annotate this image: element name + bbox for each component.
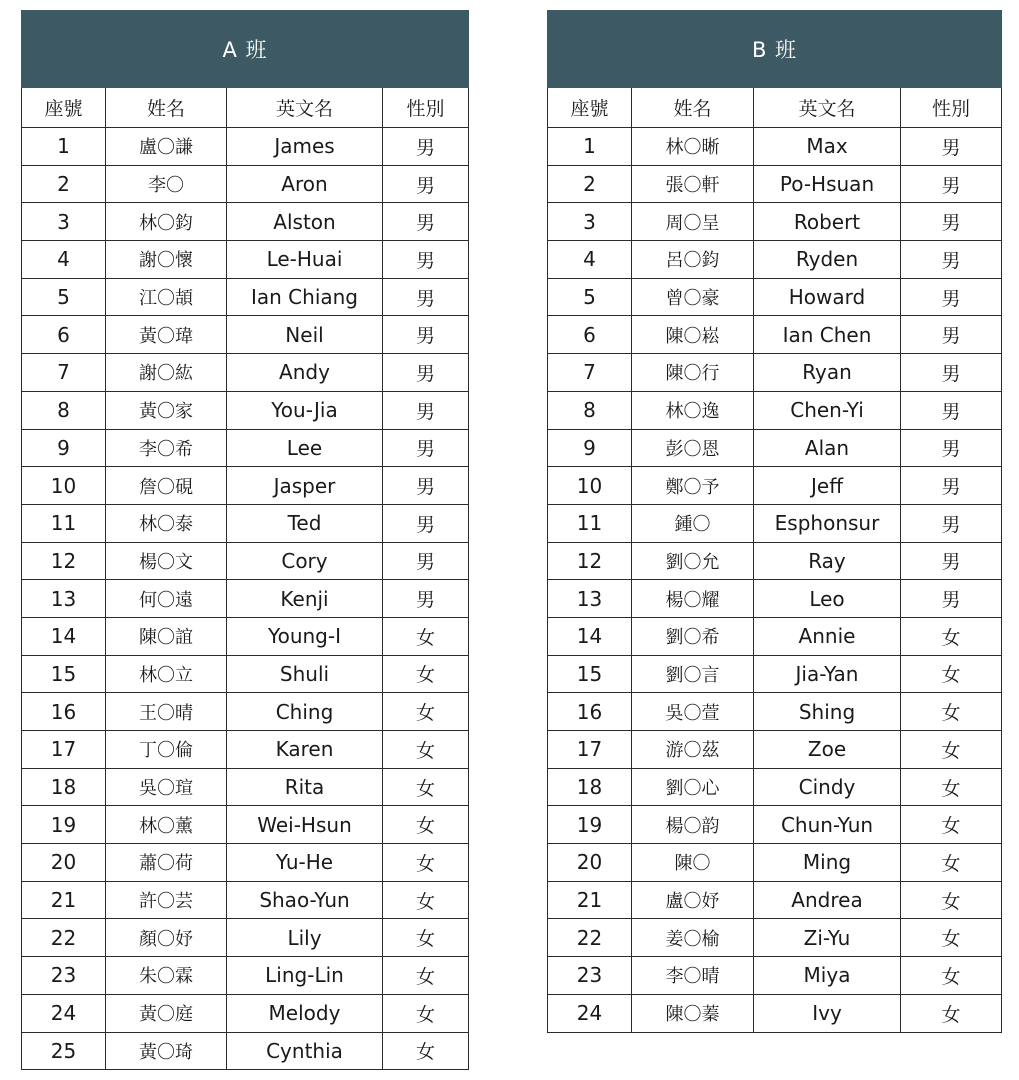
- seat-cell: 6: [548, 316, 632, 354]
- student-name-cell: 林〇逸: [632, 391, 754, 429]
- seat-cell: 11: [22, 504, 106, 542]
- student-name-cell: 劉〇希: [632, 617, 754, 655]
- table-row: [22, 391, 469, 429]
- english-name-cell: Ted: [227, 504, 383, 542]
- seat-cell: 8: [548, 391, 632, 429]
- table-row: [548, 241, 1002, 279]
- name-column-header: 姓名: [632, 88, 754, 128]
- student-name-cell: 楊〇文: [106, 542, 227, 580]
- english-name-cell: Le-Huai: [227, 241, 383, 279]
- seat-cell: 23: [548, 957, 632, 995]
- seat-cell: 7: [22, 354, 106, 392]
- student-name-cell: 鍾〇: [632, 504, 754, 542]
- table-row: [548, 731, 1002, 769]
- gender-cell: 女: [901, 806, 1002, 844]
- table-row: [22, 241, 469, 279]
- gender-cell: 男: [901, 278, 1002, 316]
- english-name-cell: Max: [754, 128, 901, 166]
- english-name-cell: Ming: [754, 844, 901, 882]
- seat-cell: 6: [22, 316, 106, 354]
- english-name-cell: Melody: [227, 994, 383, 1032]
- english-name-cell: Leo: [754, 580, 901, 618]
- student-name-cell: 林〇鈞: [106, 203, 227, 241]
- seat-cell: 25: [22, 1032, 106, 1070]
- table-row: [548, 919, 1002, 957]
- student-name-cell: 陳〇蓁: [632, 994, 754, 1032]
- english-name-column-header: 英文名: [227, 88, 383, 128]
- gender-cell: 女: [383, 919, 469, 957]
- gender-cell: 男: [383, 391, 469, 429]
- english-name-cell: Ling-Lin: [227, 957, 383, 995]
- gender-cell: 男: [383, 580, 469, 618]
- gender-cell: 男: [383, 542, 469, 580]
- gender-cell: 男: [383, 165, 469, 203]
- gender-cell: 男: [383, 316, 469, 354]
- english-name-cell: Lee: [227, 429, 383, 467]
- table-row: [548, 278, 1002, 316]
- gender-cell: 男: [383, 128, 469, 166]
- table-row: [22, 919, 469, 957]
- student-name-cell: 丁〇倫: [106, 731, 227, 769]
- student-name-cell: 鄭〇予: [632, 467, 754, 505]
- table-row: [548, 994, 1002, 1032]
- table-row: [22, 580, 469, 618]
- english-name-cell: Ian Chen: [754, 316, 901, 354]
- english-name-cell: Alan: [754, 429, 901, 467]
- gender-cell: 女: [901, 957, 1002, 995]
- student-name-cell: 盧〇謙: [106, 128, 227, 166]
- table-row: [548, 580, 1002, 618]
- gender-cell: 女: [901, 844, 1002, 882]
- student-name-cell: 陳〇: [632, 844, 754, 882]
- student-name-cell: 吳〇瑄: [106, 768, 227, 806]
- gender-cell: 男: [383, 467, 469, 505]
- table-row: [548, 165, 1002, 203]
- table-row: [548, 844, 1002, 882]
- english-name-cell: Esphonsur: [754, 504, 901, 542]
- gender-cell: 女: [383, 881, 469, 919]
- english-name-cell: Jia-Yan: [754, 655, 901, 693]
- english-name-cell: Annie: [754, 617, 901, 655]
- student-name-cell: 曾〇豪: [632, 278, 754, 316]
- seat-cell: 19: [548, 806, 632, 844]
- english-name-cell: Zi-Yu: [754, 919, 901, 957]
- seat-cell: 18: [548, 768, 632, 806]
- student-name-cell: 彭〇恩: [632, 429, 754, 467]
- gender-cell: 男: [901, 165, 1002, 203]
- student-name-cell: 游〇茲: [632, 731, 754, 769]
- english-name-cell: Shao-Yun: [227, 881, 383, 919]
- gender-cell: 男: [901, 391, 1002, 429]
- english-name-cell: Ray: [754, 542, 901, 580]
- gender-cell: 女: [901, 881, 1002, 919]
- gender-cell: 女: [901, 693, 1002, 731]
- table-row: [548, 806, 1002, 844]
- gender-cell: 男: [901, 580, 1002, 618]
- gender-cell: 男: [901, 316, 1002, 354]
- name-column-header: 姓名: [106, 88, 227, 128]
- table-row: [548, 316, 1002, 354]
- seat-cell: 9: [22, 429, 106, 467]
- gender-cell: 女: [383, 731, 469, 769]
- student-name-cell: 劉〇心: [632, 768, 754, 806]
- gender-cell: 女: [383, 1032, 469, 1070]
- seat-cell: 8: [22, 391, 106, 429]
- english-name-cell: Kenji: [227, 580, 383, 618]
- english-name-cell: Aron: [227, 165, 383, 203]
- seat-cell: 1: [22, 128, 106, 166]
- student-name-cell: 黃〇琦: [106, 1032, 227, 1070]
- seat-cell: 2: [22, 165, 106, 203]
- student-name-cell: 林〇晰: [632, 128, 754, 166]
- gender-cell: 男: [383, 278, 469, 316]
- student-name-cell: 黃〇瑋: [106, 316, 227, 354]
- english-name-cell: Chun-Yun: [754, 806, 901, 844]
- seat-column-header: 座號: [548, 88, 632, 128]
- english-name-cell: Andrea: [754, 881, 901, 919]
- student-name-cell: 黃〇庭: [106, 994, 227, 1032]
- seat-cell: 3: [548, 203, 632, 241]
- english-name-cell: Shing: [754, 693, 901, 731]
- english-name-cell: Zoe: [754, 731, 901, 769]
- class-b-title-row: [548, 11, 1002, 88]
- seat-cell: 7: [548, 354, 632, 392]
- class-a-title: A 班: [22, 11, 469, 88]
- gender-cell: 男: [383, 504, 469, 542]
- seat-cell: 16: [548, 693, 632, 731]
- table-row: [22, 1032, 469, 1070]
- seat-cell: 2: [548, 165, 632, 203]
- gender-cell: 男: [383, 203, 469, 241]
- student-name-cell: 詹〇硯: [106, 467, 227, 505]
- gender-cell: 女: [383, 957, 469, 995]
- student-name-cell: 楊〇耀: [632, 580, 754, 618]
- class-b-rows: [548, 128, 1002, 1033]
- table-row: [548, 542, 1002, 580]
- english-name-column-header: 英文名: [754, 88, 901, 128]
- seat-cell: 3: [22, 203, 106, 241]
- gender-cell: 男: [383, 241, 469, 279]
- table-row: [548, 693, 1002, 731]
- table-row: [548, 391, 1002, 429]
- seat-cell: 4: [22, 241, 106, 279]
- seat-cell: 22: [548, 919, 632, 957]
- seat-cell: 4: [548, 241, 632, 279]
- seat-cell: 22: [22, 919, 106, 957]
- english-name-cell: Yu-He: [227, 844, 383, 882]
- student-name-cell: 何〇遠: [106, 580, 227, 618]
- student-name-cell: 王〇晴: [106, 693, 227, 731]
- class-a-rows: [22, 128, 469, 1070]
- english-name-cell: Jasper: [227, 467, 383, 505]
- seat-cell: 9: [548, 429, 632, 467]
- table-row: [22, 806, 469, 844]
- gender-cell: 男: [901, 504, 1002, 542]
- student-name-cell: 江〇頡: [106, 278, 227, 316]
- seat-column-header: 座號: [22, 88, 106, 128]
- seat-cell: 23: [22, 957, 106, 995]
- student-name-cell: 周〇呈: [632, 203, 754, 241]
- table-row: [548, 354, 1002, 392]
- seat-cell: 10: [548, 467, 632, 505]
- seat-cell: 15: [548, 655, 632, 693]
- seat-cell: 14: [548, 617, 632, 655]
- gender-cell: 女: [901, 617, 1002, 655]
- class-a-roster-table: [21, 10, 469, 1070]
- gender-cell: 女: [901, 731, 1002, 769]
- seat-cell: 13: [22, 580, 106, 618]
- student-name-cell: 姜〇榆: [632, 919, 754, 957]
- seat-cell: 1: [548, 128, 632, 166]
- seat-cell: 15: [22, 655, 106, 693]
- english-name-cell: Howard: [754, 278, 901, 316]
- gender-cell: 男: [901, 203, 1002, 241]
- gender-cell: 女: [901, 655, 1002, 693]
- student-name-cell: 朱〇霖: [106, 957, 227, 995]
- seat-cell: 20: [548, 844, 632, 882]
- table-row: [548, 504, 1002, 542]
- gender-cell: 男: [901, 354, 1002, 392]
- table-row: [22, 354, 469, 392]
- english-name-cell: Karen: [227, 731, 383, 769]
- table-row: [22, 203, 469, 241]
- english-name-cell: Andy: [227, 354, 383, 392]
- english-name-cell: Miya: [754, 957, 901, 995]
- seat-cell: 21: [548, 881, 632, 919]
- gender-cell: 男: [901, 542, 1002, 580]
- seat-cell: 16: [22, 693, 106, 731]
- gender-cell: 男: [901, 128, 1002, 166]
- english-name-cell: Lily: [227, 919, 383, 957]
- student-name-cell: 林〇立: [106, 655, 227, 693]
- gender-column-header: 性別: [383, 88, 469, 128]
- class-b-header-row: [548, 88, 1002, 128]
- class-b-title: B 班: [548, 11, 1002, 88]
- gender-cell: 男: [383, 354, 469, 392]
- seat-cell: 17: [22, 731, 106, 769]
- gender-cell: 女: [901, 768, 1002, 806]
- english-name-cell: Ryden: [754, 241, 901, 279]
- seat-cell: 24: [22, 994, 106, 1032]
- table-row: [22, 655, 469, 693]
- seat-cell: 21: [22, 881, 106, 919]
- table-row: [548, 957, 1002, 995]
- gender-cell: 女: [383, 655, 469, 693]
- table-row: [22, 429, 469, 467]
- student-name-cell: 吳〇萱: [632, 693, 754, 731]
- gender-cell: 男: [901, 241, 1002, 279]
- seat-cell: 10: [22, 467, 106, 505]
- student-name-cell: 陳〇崧: [632, 316, 754, 354]
- table-row: [548, 467, 1002, 505]
- english-name-cell: Jeff: [754, 467, 901, 505]
- table-row: [22, 316, 469, 354]
- seat-cell: 14: [22, 617, 106, 655]
- seat-cell: 13: [548, 580, 632, 618]
- seat-cell: 18: [22, 768, 106, 806]
- student-name-cell: 呂〇鈞: [632, 241, 754, 279]
- table-row: [22, 467, 469, 505]
- gender-cell: 女: [901, 919, 1002, 957]
- seat-cell: 20: [22, 844, 106, 882]
- gender-cell: 女: [383, 693, 469, 731]
- student-name-cell: 蕭〇荷: [106, 844, 227, 882]
- student-name-cell: 盧〇妤: [632, 881, 754, 919]
- table-row: [548, 429, 1002, 467]
- english-name-cell: Young-I: [227, 617, 383, 655]
- student-name-cell: 李〇: [106, 165, 227, 203]
- gender-cell: 女: [383, 617, 469, 655]
- student-name-cell: 許〇芸: [106, 881, 227, 919]
- table-row: [22, 504, 469, 542]
- gender-cell: 女: [901, 994, 1002, 1032]
- class-a-title-row: [22, 11, 469, 88]
- english-name-cell: James: [227, 128, 383, 166]
- table-row: [22, 881, 469, 919]
- english-name-cell: Wei-Hsun: [227, 806, 383, 844]
- student-name-cell: 顏〇妤: [106, 919, 227, 957]
- gender-cell: 女: [383, 994, 469, 1032]
- gender-cell: 女: [383, 806, 469, 844]
- table-row: [548, 617, 1002, 655]
- student-name-cell: 李〇晴: [632, 957, 754, 995]
- table-row: [548, 655, 1002, 693]
- english-name-cell: Ching: [227, 693, 383, 731]
- english-name-cell: Ryan: [754, 354, 901, 392]
- seat-cell: 19: [22, 806, 106, 844]
- table-row: [22, 957, 469, 995]
- english-name-cell: Po-Hsuan: [754, 165, 901, 203]
- student-name-cell: 楊〇韵: [632, 806, 754, 844]
- table-row: [22, 844, 469, 882]
- table-row: [22, 165, 469, 203]
- gender-cell: 女: [383, 844, 469, 882]
- gender-column-header: 性別: [901, 88, 1002, 128]
- english-name-cell: Chen-Yi: [754, 391, 901, 429]
- seat-cell: 12: [548, 542, 632, 580]
- table-row: [548, 881, 1002, 919]
- seat-cell: 5: [22, 278, 106, 316]
- english-name-cell: Rita: [227, 768, 383, 806]
- english-name-cell: Ian Chiang: [227, 278, 383, 316]
- table-row: [22, 994, 469, 1032]
- table-row: [548, 128, 1002, 166]
- student-name-cell: 林〇泰: [106, 504, 227, 542]
- table-row: [22, 617, 469, 655]
- student-name-cell: 謝〇紘: [106, 354, 227, 392]
- table-row: [22, 128, 469, 166]
- seat-cell: 11: [548, 504, 632, 542]
- english-name-cell: Ivy: [754, 994, 901, 1032]
- table-row: [22, 693, 469, 731]
- gender-cell: 女: [383, 768, 469, 806]
- student-name-cell: 李〇希: [106, 429, 227, 467]
- english-name-cell: Robert: [754, 203, 901, 241]
- table-row: [22, 278, 469, 316]
- student-name-cell: 張〇軒: [632, 165, 754, 203]
- english-name-cell: Neil: [227, 316, 383, 354]
- english-name-cell: Cindy: [754, 768, 901, 806]
- seat-cell: 12: [22, 542, 106, 580]
- english-name-cell: Shuli: [227, 655, 383, 693]
- student-name-cell: 謝〇懷: [106, 241, 227, 279]
- gender-cell: 男: [901, 429, 1002, 467]
- table-row: [548, 768, 1002, 806]
- class-a-header-row: [22, 88, 469, 128]
- english-name-cell: Cory: [227, 542, 383, 580]
- student-name-cell: 林〇薰: [106, 806, 227, 844]
- student-name-cell: 陳〇行: [632, 354, 754, 392]
- english-name-cell: You-Jia: [227, 391, 383, 429]
- table-row: [22, 731, 469, 769]
- english-name-cell: Cynthia: [227, 1032, 383, 1070]
- seat-cell: 5: [548, 278, 632, 316]
- table-row: [22, 768, 469, 806]
- student-name-cell: 黃〇家: [106, 391, 227, 429]
- table-row: [22, 542, 469, 580]
- class-b-roster-table: [547, 10, 1002, 1033]
- seat-cell: 17: [548, 731, 632, 769]
- student-name-cell: 劉〇言: [632, 655, 754, 693]
- gender-cell: 男: [383, 429, 469, 467]
- seat-cell: 24: [548, 994, 632, 1032]
- student-name-cell: 劉〇允: [632, 542, 754, 580]
- english-name-cell: Alston: [227, 203, 383, 241]
- gender-cell: 男: [901, 467, 1002, 505]
- table-row: [548, 203, 1002, 241]
- student-name-cell: 陳〇誼: [106, 617, 227, 655]
